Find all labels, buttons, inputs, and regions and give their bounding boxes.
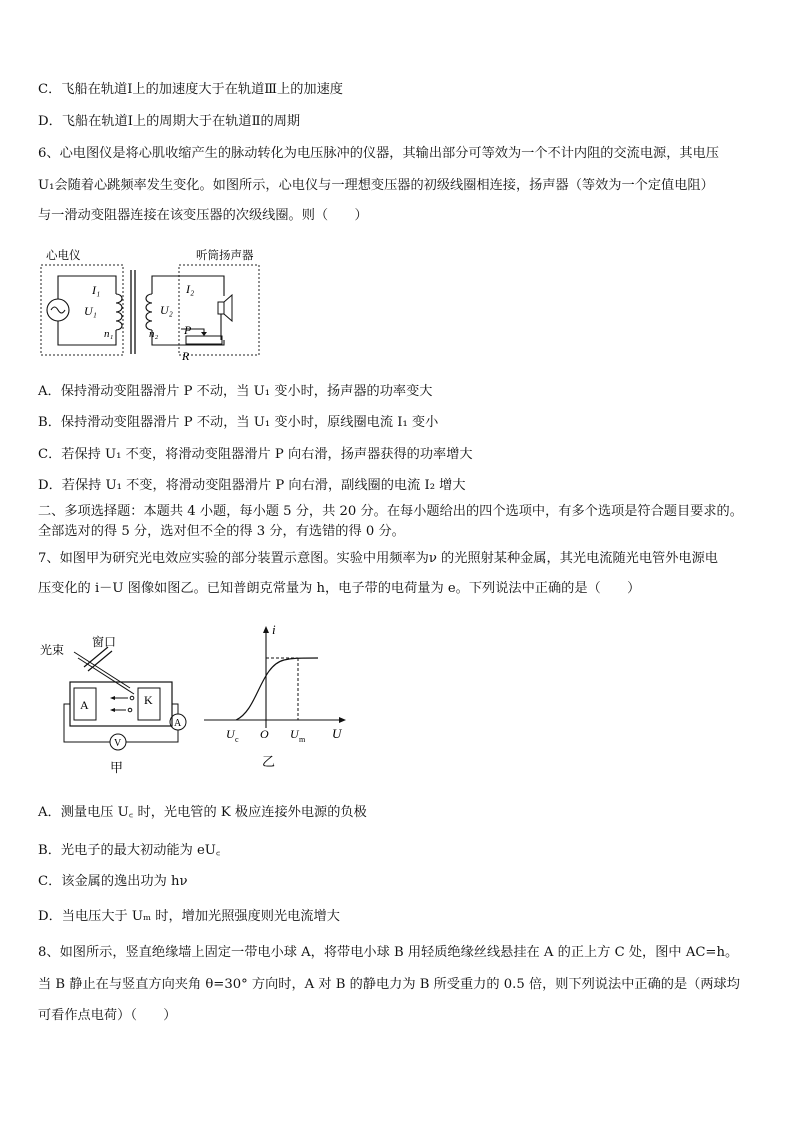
ammeter-label: A bbox=[174, 718, 182, 729]
primary-coil-icon bbox=[116, 294, 122, 330]
label-p: P bbox=[184, 323, 192, 337]
q6-option-a: A．保持滑动变阻器滑片 P 不动，当 U₁ 变小时，扬声器的功率变大 bbox=[38, 384, 433, 399]
light-beam-label: 光束 bbox=[40, 643, 65, 657]
uc-subscript: c bbox=[235, 735, 239, 744]
iu-curve bbox=[236, 658, 318, 720]
ecg-transformer-circuit-figure bbox=[36, 244, 276, 366]
q6-stem-line-3: 与一滑动变阻器连接在该变压器的次级线圈。则（ ） bbox=[38, 208, 368, 223]
q7-stem-line-1: 7、如图甲为研究光电效应实验的部分装置示意图。实验中用频率为ν 的光照射某种金属，其光电流随光电管外电源电 bbox=[38, 551, 718, 566]
ecg-device-label: 心电仪 bbox=[46, 250, 81, 262]
speaker-box bbox=[179, 265, 259, 355]
cathode-label: K bbox=[144, 693, 153, 707]
q8-stem-line-3: 可看作点电荷）（ ） bbox=[38, 1008, 177, 1023]
label-n1: n₁ bbox=[104, 328, 114, 340]
photoelectric-apparatus-figure bbox=[38, 630, 194, 776]
origin-label: O bbox=[260, 727, 269, 741]
figure-a-caption: 甲 bbox=[110, 760, 124, 775]
current-voltage-graph-figure bbox=[200, 620, 350, 772]
q5-option-d: D．飞船在轨道Ⅰ上的周期大于在轨道Ⅱ的周期 bbox=[38, 114, 301, 129]
voltmeter-label: V bbox=[114, 738, 122, 749]
q6-stem-line-2: U₁会随着心跳频率发生变化。如图所示，心电仪与一理想变压器的初级线圈相连接，扬声器（等效为一个定值电阻） bbox=[38, 178, 714, 193]
speaker-label: 听筒扬声器 bbox=[196, 250, 254, 262]
i-axis-label: i bbox=[272, 622, 276, 637]
um-subscript: m bbox=[299, 735, 306, 744]
q6-option-d: D．若保持 U₁ 不变，将滑动变阻器滑片 P 向右滑，副线圈的电流 I₂ 增大 bbox=[38, 478, 466, 493]
label-u1: U₁ bbox=[84, 304, 97, 318]
label-u2: U₂ bbox=[160, 303, 173, 317]
label-i2: I₂ bbox=[186, 282, 195, 296]
q6-option-b: B．保持滑动变阻器滑片 P 不动，当 U₁ 变小时，原线圈电流 I₁ 变小 bbox=[38, 415, 439, 430]
q5-option-c: C．飞船在轨道Ⅰ上的加速度大于在轨道Ⅲ上的加速度 bbox=[38, 82, 343, 97]
section2-heading-line-2: 全部选对的得 5 分，选对但不全的得 3 分，有选错的得 0 分。 bbox=[38, 524, 405, 539]
uc-label: U bbox=[226, 727, 235, 741]
secondary-coil-icon bbox=[146, 294, 152, 330]
window-label: 窗口 bbox=[92, 635, 117, 649]
label-i1: I₁ bbox=[92, 283, 101, 297]
label-n2: n₂ bbox=[149, 328, 159, 340]
speaker-icon bbox=[218, 302, 224, 314]
q7-option-c: C．该金属的逸出功为 hν bbox=[38, 874, 188, 889]
u-axis-label: U bbox=[332, 726, 342, 741]
q8-stem-line-2: 当 B 静止在与竖直方向夹角 θ=30° 方向时，A 对 B 的静电力为 B 所受重力的 0.5 倍，则下列说法中正确的是（两球均 bbox=[38, 977, 740, 992]
rheostat-icon bbox=[186, 336, 222, 344]
q7-option-d: D．当电压大于 Uₘ 时，增加光照强度则光电流增大 bbox=[38, 909, 340, 924]
figure-b-caption: 乙 bbox=[262, 754, 276, 769]
q7-option-b: B．光电子的最大初动能为 eU꜀ bbox=[38, 843, 221, 858]
q7-option-a: A．测量电压 U꜀ 时，光电管的 K 极应连接外电源的负极 bbox=[38, 805, 367, 820]
q7-stem-line-2: 压变化的 i－U 图像如图乙。已知普朗克常量为 h，电子带的电荷量为 e。下列说法中正确的是（ ） bbox=[38, 581, 641, 596]
ecg-device-box bbox=[41, 265, 123, 355]
q6-option-c: C．若保持 U₁ 不变，将滑动变阻器滑片 P 向右滑，扬声器获得的功率增大 bbox=[38, 447, 473, 462]
anode-label: A bbox=[80, 698, 89, 712]
q6-stem-line-1: 6、心电图仪是将心肌收缩产生的脉动转化为电压脉冲的仪器，其输出部分可等效为一个不计内阻的交流电源，其电压 bbox=[38, 146, 719, 161]
label-r: R bbox=[182, 349, 190, 363]
q8-stem-line-1: 8、如图所示，竖直绝缘墙上固定一带电小球 A，将带电小球 B 用轻质绝缘丝线悬挂在 A 的正上方 C 处，图中 AC=h。 bbox=[38, 945, 739, 960]
section2-heading-line-1: 二、多项选择题：本题共 4 小题，每小题 5 分，共 20 分。在每小题给出的四个选项中，有多个选项是符合题目要求的。 bbox=[38, 504, 743, 519]
um-label: U bbox=[290, 727, 299, 741]
